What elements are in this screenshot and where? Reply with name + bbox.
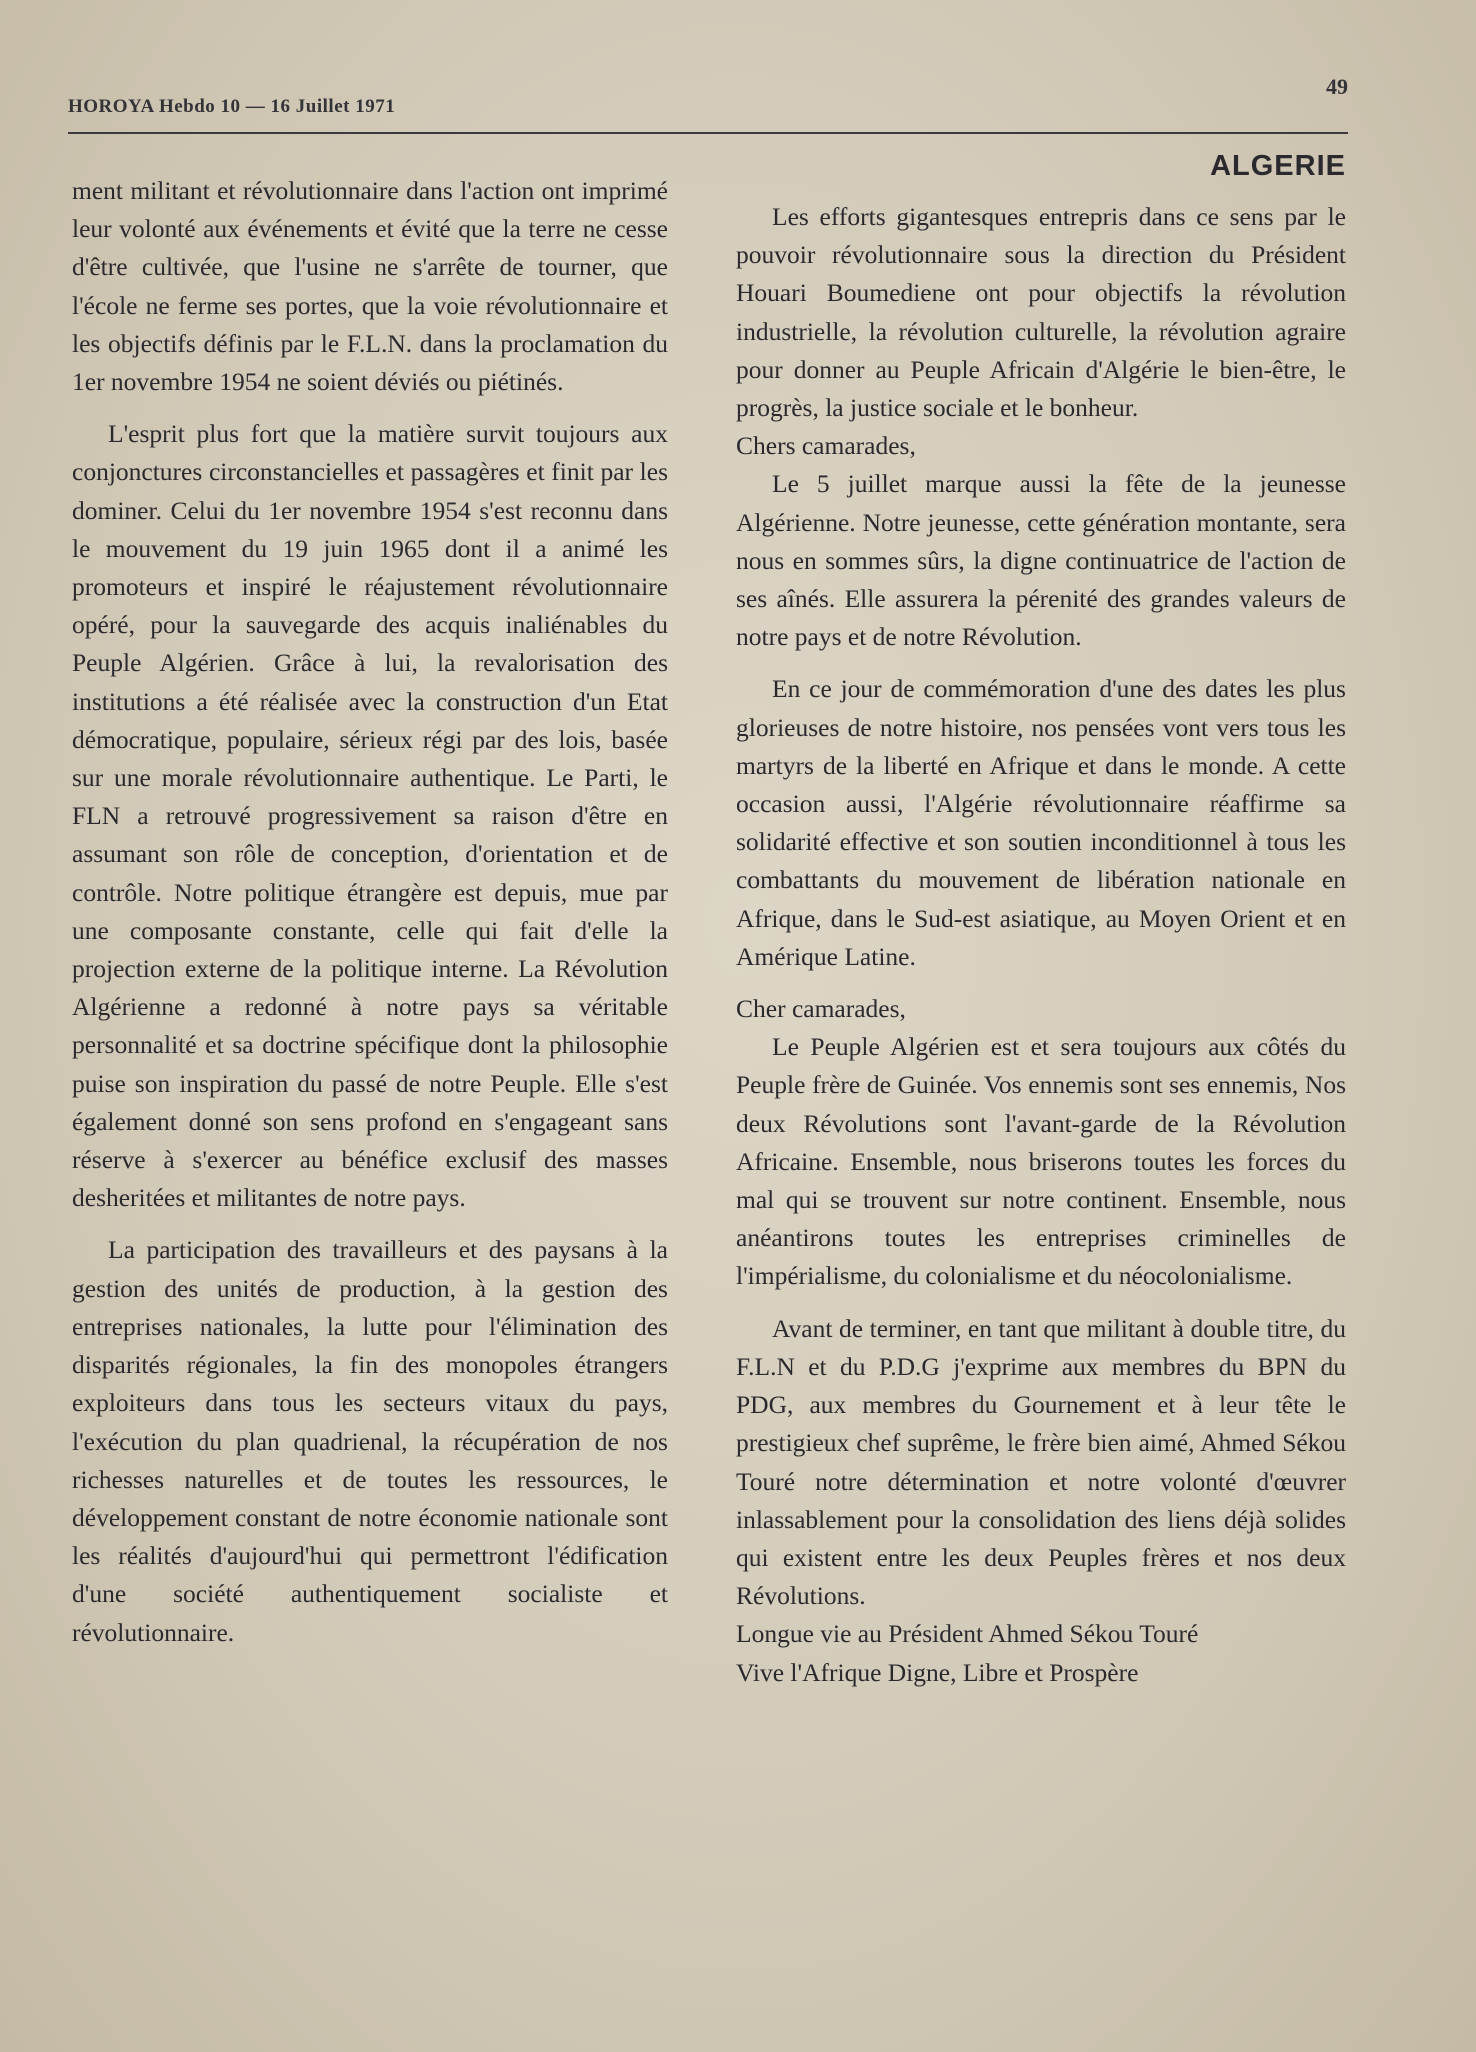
page-number: 49 — [1326, 74, 1348, 99]
closing-line-2: Vive l'Afrique Digne, Libre et Prospère — [736, 1657, 1139, 1687]
right-paragraph-4: Le Peuple Algérien est et sera toujours aux côtés du Peuple frère de Guinée. Vos ennemis sont ses ennemis, Nos deux Révolutions sont l'avant-garde de la Révolution Africaine. Ensemble, nous briserons toutes les forces du mal qui se trouvent sur notre continent. Ensemble, nous anéantirons toutes les entreprises criminelles de l'impérialisme, du colonialisme et du néocolonialisme. — [736, 1032, 1346, 1291]
page-header — [68, 74, 1348, 134]
closing-line-1: Longue vie au Président Ahmed Sékou Touré — [736, 1619, 1199, 1649]
right-paragraph-5: Avant de terminer, en tant que militant à double titre, du F.L.N et du P.D.G j'exprime aux membres du BPN du PDG, aux membres du Gournement et à leur tête le prestigieux chef suprême, le frère bien aimé, Ahmed Sékou Touré notre détermination et notre volonté d'œuvrer inlassablement pour la consolidation des liens déjà solides qui existent entre les deux Peuples frères et nos deux Révolutions. — [736, 1313, 1346, 1611]
salutation-2: Cher camarades, — [736, 994, 906, 1024]
left-paragraph-1: ment militant et révolutionnaire dans l'action ont imprimé leur volonté aux événements et évité que la terre ne cesse d'être cultivée, que l'usine ne s'arrête de tourner, que l'école ne ferme ses portes, que la voie révolutionnaire et les objectifs définis par le F.L.N. dans la proclamation du 1er novembre 1954 ne soient déviés ou piétinés. — [72, 176, 668, 397]
right-paragraph-3: En ce jour de commémoration d'une des dates les plus glorieuses de notre histoire, nos pensées vont vers tous les martyrs de la liberté en Afrique et dans le monde. A cette occasion aussi, l'Algérie révolutionnaire réaffirme sa solidarité effective et son soutien inconditionnel à tous les combattants du mouvement de libération nationale en Afrique, dans le Sud-est asiatique, au Moyen Orient et en Amérique Latine. — [736, 674, 1346, 971]
salutation-1: Chers camarades, — [736, 431, 916, 461]
section-title: ALGERIE — [1210, 150, 1346, 182]
right-paragraph-2: Le 5 juillet marque aussi la fête de la jeunesse Algérienne. Notre jeunesse, cette génération montante, sera nous en sommes sûrs, la digne continuatrice de l'action de ses aînés. Elle assurera la pérenité des grandes valeurs de notre pays et de notre Révolution. — [736, 469, 1346, 652]
right-column — [736, 148, 1346, 1692]
running-head: HOROYA Hebdo 10 — 16 Juillet 1971 — [68, 96, 396, 117]
left-paragraph-3: La participation des travailleurs et des paysans à la gestion des unités de production, à la gestion des entreprises nationales, la lutte pour l'élimination des disparités régionales, la fin des monopoles étrangers exploiteurs dans tous les secteurs vitaux du pays, l'exécution du plan quadrienal, la récupération de nos richesses naturelles et de toutes les ressources, le développement constant de notre économie nationale sont les réalités d'aujourd'hui qui permettront l'édification d'une société authentiquement socialiste et révolutionnaire. — [72, 1235, 668, 1647]
left-paragraph-2: L'esprit plus fort que la matière survit toujours aux conjonctures circonstancielles et passagères et finit par les dominer. Celui du 1er novembre 1954 s'est reconnu dans le mouvement du 19 juin 1965 dont il a animé les promoteurs et inspiré le réajustement révolutionnaire opéré, pour la sauvegarde des acquis inaliénables du Peuple Algérien. Grâce à lui, la revalorisation des institutions a été réalisée avec la construction d'un Etat démocratique, populaire, sérieux régi par des lois, basée sur une morale révolutionnaire authentique. Le Parti, le FLN a retrouvé progressivement sa raison d'être en assumant son rôle de conception, d'orientation et de contrôle. Notre politique étrangère est depuis, mue par une composante constante, celle qui fait d'elle la projection externe de la politique interne. La Révolution Algérienne a redonné à notre pays sa véritable personnalité et sa doctrine spécifique dont la philosophie puise son inspiration du passé de notre Peuple. Elle s'est également donné son sens profond en s'engageant sans réserve à s'exercer au bénéfice exclusif des masses desheritées et militantes de notre pays. — [72, 419, 668, 1213]
right-paragraph-1: Les efforts gigantesques entrepris dans ce sens par le pouvoir révolutionnaire sous la direction du Président Houari Boumediene ont pour objectifs la révolution industrielle, la révolution culturelle, la révolution agraire pour donner au Peuple Africain d'Algérie le bien-être, le progrès, la justice sociale et le bonheur. — [736, 202, 1346, 423]
left-column — [72, 172, 668, 1666]
